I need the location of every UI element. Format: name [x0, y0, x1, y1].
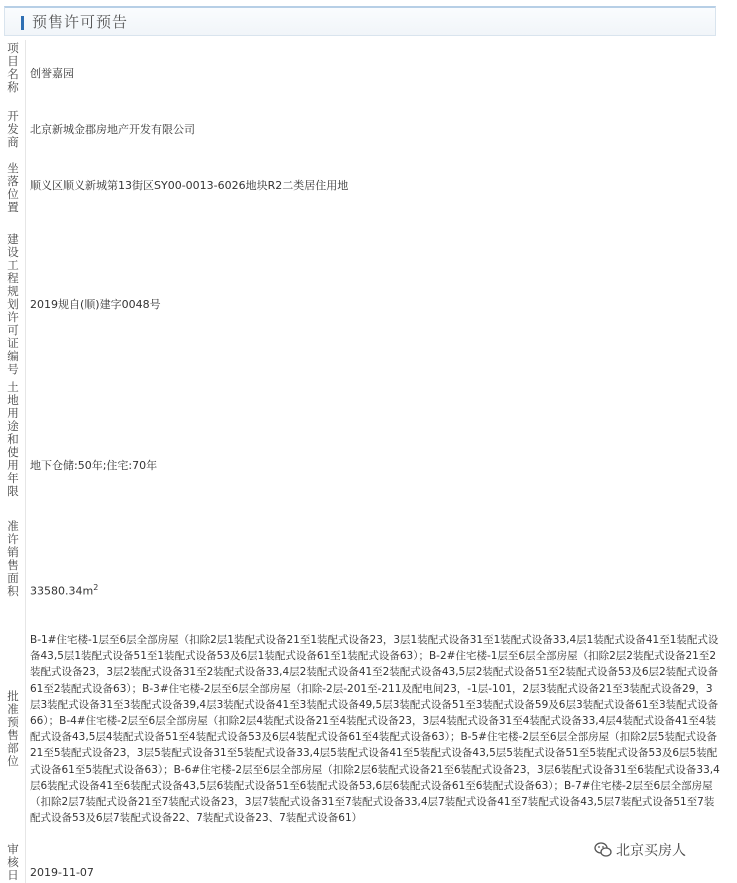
value-sale-scope: B-1#住宅楼-1层至6层全部房屋（扣除2层1装配式设备21至1装配式设备23，3层1装配式设备31至1装配式设备33,4层1装配式设备41至1装配式设备43,5层1装配式设备51至1装配式设备53及6层1装配式设备61至1装配式设备63）；B-2#住宅楼-1层至6层全部房屋（扣除2层2装配式设备21至2装配式设备23，3层2装配式设备31至2装配式设备33,4层2装配式设备41至2装配式设备43,5层2装配式设备51至2装配式设备53及6层2装配式设备61至2装配式设备63）；B-3#住宅楼-2层至6层全部房屋（扣除-2层-201至-211及配电间23，-1层-101，2层3装配式设备21至3装配式设备29，3层3装配式设备31至3装配式设备39,4层3装配式设备41至3装配式设备49,5层3装配式设备51至3装配式设备59及6层3装配式设备61至3装配式设备66）；B-4#住宅楼-2层至6层全部房屋（扣除2层4装配式设备21至4装配式设备23，3层4装配式设备31至4装配式设备33,4层4装配式设备41至4装配式设备43,5层4装配式设备51至4装配式设备53及6层4装配式设备61至4装配式设备63）；B-5#住宅楼-2层至6层全部房屋（扣除2层5装配式设备21至5装配式设备23，3层5装配式设备31至5装配式设备33,4层5装配式设备41至5装配式设备43,5层5装配式设备51至5装配式设备53及6层5装配式设备61至5装配式设备63）；B-6#住宅楼-2层至6层全部房屋（扣除2层6装配式设备21至6装配式设备23，3层6装配式设备31至6装配式设备33,4层6装配式设备41至6装配式设备43,5层6装配式设备51至6装配式设备53,6层6装配式设备61至6装配式设备63）；B-7#住宅楼-2层至6层全部房屋（扣除2层7装配式设备21至7装配式设备23，3层7装配式设备31至7装配式设备33,4层7装配式设备41至7装配式设备43,5层7装配式设备51至7装配式设备53及6层7装配式设备22、7装配式设备23、7装配式设备61）: [30, 634, 720, 825]
value-review-date: 2019-11-07: [30, 866, 94, 879]
value-planning-permit: 2019规自(顺)建字0048号: [30, 298, 161, 311]
label-location: 坐落位置: [6, 162, 20, 214]
value-location: 顺义区顺义新城第13街区SY00-0013-6026地块R2二类居住用地: [30, 179, 349, 192]
panel-header: [4, 6, 716, 36]
label-developer: 开发商: [6, 110, 20, 149]
sale-area-number: 33580.34m: [30, 584, 94, 598]
value-developer: 北京新城金郡房地产开发有限公司: [30, 123, 195, 136]
label-sale-area: 准许销售面积: [6, 520, 20, 598]
value-land-use: 地下仓储:50年;住宅:70年: [30, 459, 158, 472]
label-planning-permit: 建设工程规划许可证编号: [6, 233, 20, 376]
header-accent-bar: [21, 16, 24, 30]
watermark-text: 北京买房人: [616, 843, 686, 859]
label-project-name: 项目名称: [6, 42, 20, 94]
label-land-use: 土地用途和使用年限: [6, 381, 20, 498]
label-review-date: 审核日: [6, 843, 20, 882]
page-title: 预售许可预告: [32, 13, 129, 31]
value-project-name: 创誉嘉园: [30, 67, 74, 80]
watermark: [594, 840, 686, 860]
label-sale-scope: 批准预售部位: [6, 690, 20, 768]
wechat-icon: [594, 841, 612, 859]
value-sale-area: [30, 580, 98, 600]
column-divider: [25, 40, 26, 883]
sale-area-unit-sup: 2: [93, 583, 99, 592]
